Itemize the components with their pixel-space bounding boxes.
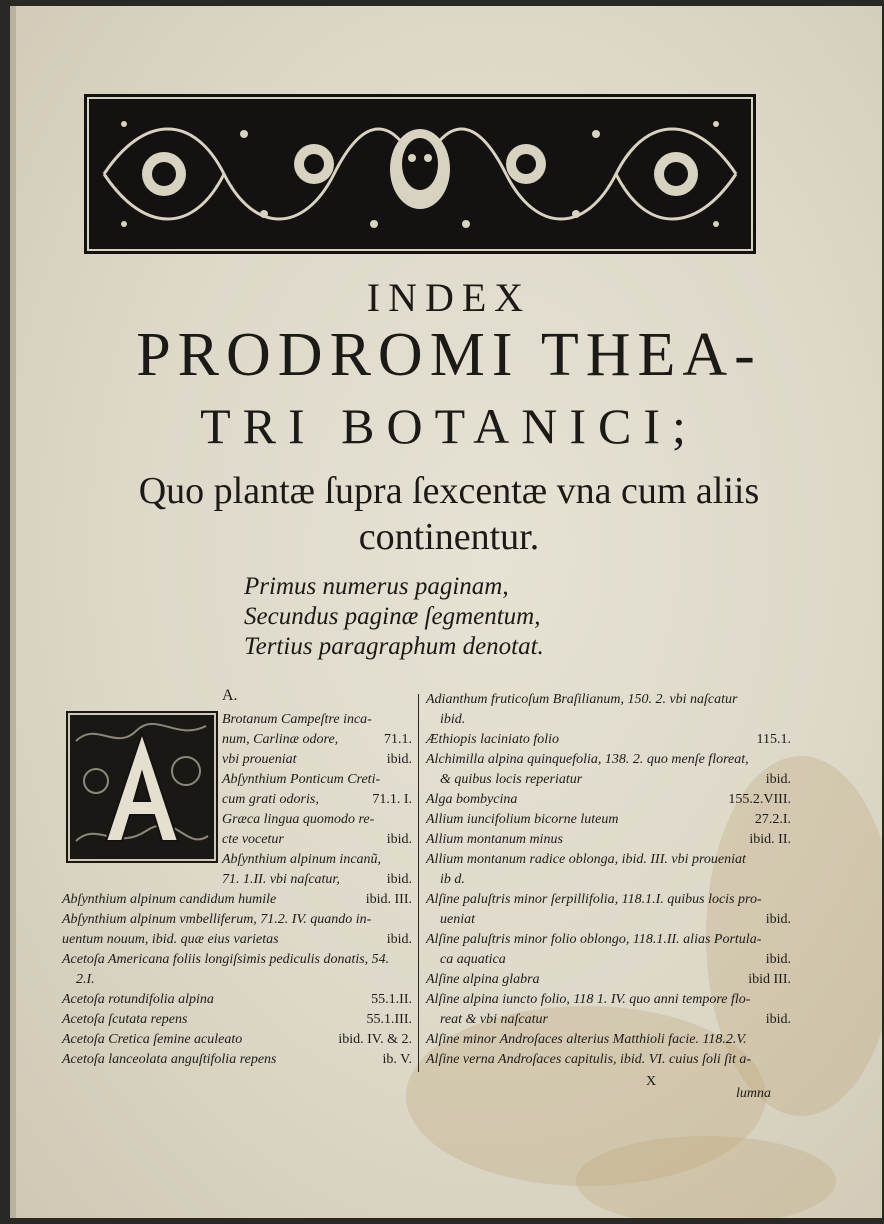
index-entry: Abſynthium Ponticum Creti- <box>222 772 381 787</box>
note-line: Secundus paginæ ſegmentum, <box>244 603 541 630</box>
note-line: Primus numerus paginam, <box>244 573 509 600</box>
index-entry: Alſine paluſtris minor folio oblongo, 118.1.II. alias Portula- <box>426 932 762 947</box>
main-title-line2: TRI BOTANICI; <box>200 398 698 454</box>
index-entry: Acetoſa Americana foliis longiſsimis pediculis donatis, 54. <box>62 952 390 967</box>
main-title-line1: PRODROMI THEA- <box>136 321 762 389</box>
index-entry: Alſine alpina glabra ibid III. <box>426 972 791 987</box>
index-column-left <box>62 686 412 1070</box>
book-page <box>10 6 882 1218</box>
index-entry: & quibus locis reperiatur ibid. <box>440 772 791 787</box>
index-entry: Abſynthium alpinum vmbelliferum, 71.2. IV. quando in- <box>62 912 372 927</box>
index-entry: cum grati odoris, 71.1. I. <box>222 792 412 807</box>
index-entry: Acetoſa rotundifolia alpina 55.1.II. <box>62 992 412 1007</box>
index-entry: Allium montanum radice oblonga, ibid. III. vbi proueniat <box>426 852 746 867</box>
index-entry: Alſine verna Androſaces capitulis, ibid. VI. cuius ſoli ſit a- <box>426 1052 752 1067</box>
index-entry: Acetoſa Cretica ſemine aculeato ibid. IV. & 2. <box>62 1032 412 1047</box>
index-entry: Alga bombycina 155.2.VIII. <box>426 792 791 807</box>
index-title: INDEX <box>366 275 532 320</box>
water-stain <box>576 1136 836 1218</box>
index-entry: Brotanum Campeſtre inca- <box>222 712 372 727</box>
numbering-note <box>244 572 664 662</box>
index-entry: uentum nouum, ibid. quæ eius varietas ibid. <box>62 932 412 947</box>
section-heading: A. <box>222 687 238 704</box>
index-column-right <box>426 690 791 1070</box>
index-entry: num, Carlinæ odore, 71.1. <box>222 732 412 747</box>
index-entry: Adianthum fruticoſum Braſilianum, 150. 2. vbi naſcatur <box>426 692 738 707</box>
index-entry: Abſynthium alpinum incanũ, <box>222 852 382 867</box>
subtitle <box>16 468 882 560</box>
ornamental-headpiece <box>84 94 756 254</box>
index-entry: Acetoſa lanceolata anguſtifolia repens ib. V. <box>62 1052 412 1067</box>
index-entry: ib d. <box>440 872 465 887</box>
signature-mark: X <box>646 1074 657 1089</box>
index-entry: cte vocetur ibid. <box>222 832 412 847</box>
index-entry: Acetoſa ſcutata repens 55.1.III. <box>62 1012 412 1027</box>
subtitle-line1: Quo plantæ ſupra ſexcentæ vna cum aliis <box>138 470 760 512</box>
index-entry: Alſine minor Androſaces alterius Matthioli facie. 118.2.V. <box>426 1032 747 1047</box>
index-entry: ueniat ibid. <box>440 912 791 927</box>
index-entry: Allium montanum minus ibid. II. <box>426 832 791 847</box>
index-entry: Alſine alpina iuncto folio, 118 1. IV. quo anni tempore flo- <box>426 992 751 1007</box>
index-entry: vbi proueniat ibid. <box>222 752 412 767</box>
index-entry: ca aquatica ibid. <box>440 952 791 967</box>
index-entry: 2.I. <box>76 972 95 987</box>
subtitle-line2: continentur. <box>358 516 540 558</box>
index-entry: Alchimilla alpina quinquefolia, 138. 2. quo menſe floreat, <box>426 752 749 767</box>
index-entry: Abſynthium alpinum candidum humile ibid. III. <box>62 892 412 907</box>
index-entry: reat & vbi naſcatur ibid. <box>440 1012 791 1027</box>
index-entry: Allium iuncifolium bicorne luteum 27.2.I. <box>426 812 791 827</box>
column-divider <box>418 694 419 1072</box>
index-entry: Græca lingua quomodo re- <box>222 812 375 827</box>
note-line: Tertius paragraphum denotat. <box>244 633 544 660</box>
index-entry: ibid. <box>440 712 466 727</box>
catchword: lumna <box>736 1086 771 1101</box>
index-entry: 71. 1.II. vbi naſcatur, ibid. <box>222 872 412 887</box>
index-entry: Æthiopis laciniato folio 115.1. <box>426 732 791 747</box>
index-entry: Alſine paluſtris minor ſerpillifolia, 118.1.I. quibus locis pro- <box>426 892 762 907</box>
